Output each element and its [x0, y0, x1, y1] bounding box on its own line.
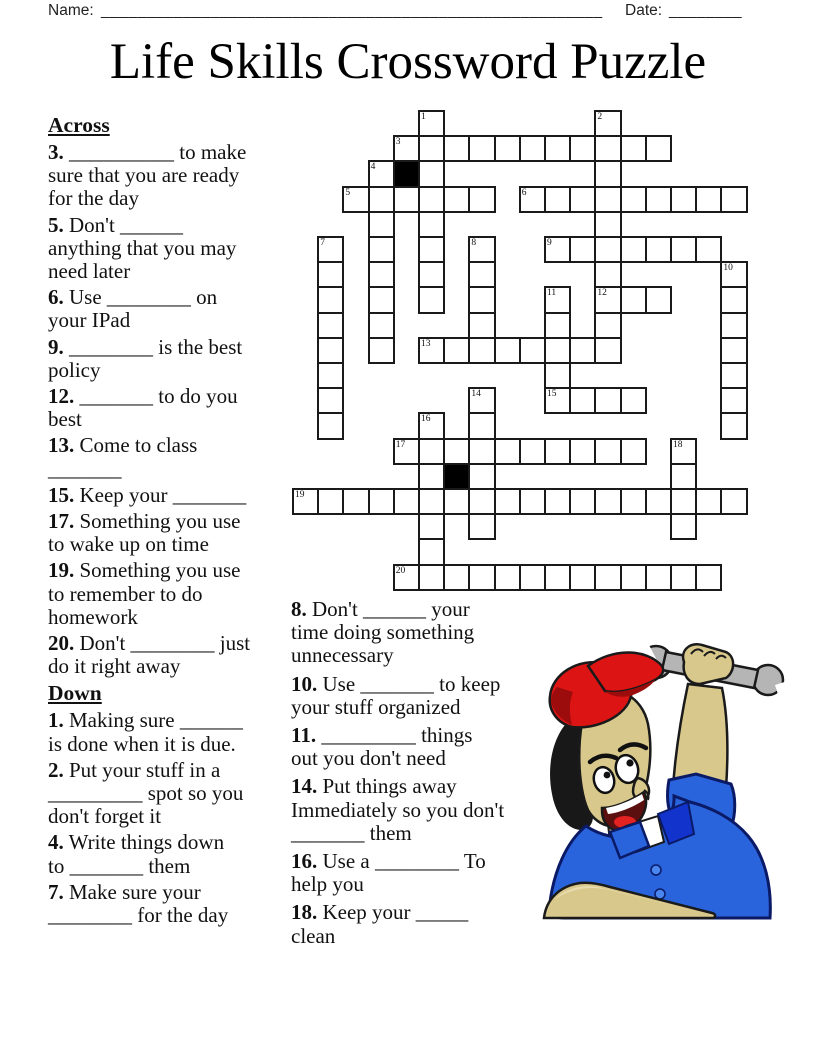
grid-cell[interactable]: [368, 286, 395, 313]
clue-number: 14.: [291, 774, 318, 799]
grid-cell[interactable]: [443, 337, 470, 364]
clue-6: 6. Use ________ on your IPad: [48, 285, 218, 333]
grid-cell[interactable]: [720, 337, 747, 364]
date-blank-line[interactable]: ________: [669, 2, 742, 19]
grid-cell[interactable]: [620, 387, 647, 414]
grid-cell[interactable]: [645, 488, 672, 515]
grid-cell-black: [393, 160, 420, 187]
clue-17: 17. Something you use to wake up on time: [48, 509, 241, 557]
clue-9: 9. ________ is the best policy: [48, 334, 243, 382]
clue-number: 10.: [291, 671, 318, 696]
grid-cell[interactable]: [418, 186, 445, 213]
clue-5: 5. Don't ______ anything that you may need later: [48, 212, 237, 284]
middle-clue-column: [291, 598, 531, 953]
grid-cell[interactable]: [468, 286, 495, 313]
grid-cell[interactable]: [368, 488, 395, 515]
grid-cell[interactable]: [494, 488, 521, 515]
clue-14: 14. Put things away Immediately so you don't _______ them: [291, 774, 505, 845]
clue-1: 1. Making sure ______ is done when it is due.: [48, 708, 243, 756]
grid-cell[interactable]: [418, 160, 445, 187]
clue-number: 7.: [48, 879, 64, 904]
clue-number: 2.: [48, 757, 64, 782]
grid-cell[interactable]: [544, 564, 571, 591]
grid-cell[interactable]: [569, 337, 596, 364]
grid-cell[interactable]: [418, 538, 445, 565]
grid-cell[interactable]: [569, 135, 596, 162]
grid-cell[interactable]: [569, 236, 596, 263]
grid-cell[interactable]: [418, 488, 445, 515]
grid-cell[interactable]: [368, 211, 395, 238]
grid-cell[interactable]: [519, 438, 546, 465]
grid-cell[interactable]: [443, 186, 470, 213]
grid-cell[interactable]: [468, 135, 495, 162]
grid-cell[interactable]: [670, 463, 697, 490]
clue-number: 20.: [48, 631, 75, 656]
grid-cell[interactable]: [468, 337, 495, 364]
grid-cell[interactable]: [569, 186, 596, 213]
grid-cell[interactable]: [418, 261, 445, 288]
grid-cell[interactable]: [594, 438, 621, 465]
grid-cell[interactable]: [594, 312, 621, 339]
grid-cell[interactable]: [519, 135, 546, 162]
grid-cell[interactable]: [544, 236, 571, 263]
grid-cell[interactable]: [720, 286, 747, 313]
grid-cell[interactable]: [468, 387, 495, 414]
grid-cell[interactable]: [670, 564, 697, 591]
down-heading: Down: [48, 681, 102, 706]
clue-number: 1.: [48, 708, 64, 733]
grid-cell[interactable]: [544, 362, 571, 389]
grid-cell[interactable]: [368, 312, 395, 339]
shirt-button: [655, 889, 665, 899]
grid-cell[interactable]: [443, 488, 470, 515]
grid-cell-number: 12: [597, 288, 607, 299]
grid-cell[interactable]: [317, 488, 344, 515]
crossword-grid: [292, 110, 748, 591]
grid-cell[interactable]: [670, 186, 697, 213]
grid-cell[interactable]: [620, 236, 647, 263]
clue-18: 18. Keep your _____ clean: [291, 900, 469, 948]
grid-cell[interactable]: [317, 412, 344, 439]
grid-cell[interactable]: [494, 564, 521, 591]
grid-cell[interactable]: [342, 488, 369, 515]
name-label: Name:: [48, 2, 94, 19]
grid-cell[interactable]: [594, 387, 621, 414]
grid-cell[interactable]: [620, 564, 647, 591]
grid-cell[interactable]: [468, 488, 495, 515]
grid-cell[interactable]: [695, 236, 722, 263]
name-blank-line[interactable]: _______________________________________________________: [101, 2, 603, 19]
clue-13: 13. Come to class _______: [48, 433, 198, 481]
clue-19: 19. Something you use to remember to do homework: [48, 558, 241, 629]
clue-20: 20. Don't ________ just do it right away: [48, 631, 251, 679]
grid-cell[interactable]: [418, 211, 445, 238]
grid-cell[interactable]: [418, 564, 445, 591]
grid-cell[interactable]: [670, 236, 697, 263]
grid-cell[interactable]: [645, 286, 672, 313]
grid-cell[interactable]: [695, 488, 722, 515]
grid-cell[interactable]: [544, 387, 571, 414]
page-title: Life Skills Crossword Puzzle: [109, 34, 707, 90]
grid-cell[interactable]: [317, 312, 344, 339]
grid-cell[interactable]: [393, 488, 420, 515]
clue-2: 2. Put your stuff in a _________ spot so you don't forget it: [48, 757, 244, 829]
grid-cell-number: 10: [723, 263, 733, 274]
grid-cell[interactable]: [569, 387, 596, 414]
clue-number: 4.: [48, 830, 64, 855]
grid-cell[interactable]: [720, 387, 747, 414]
grid-cell[interactable]: [393, 186, 420, 213]
grid-cell[interactable]: [544, 438, 571, 465]
grid-cell[interactable]: [720, 186, 747, 213]
grid-cell[interactable]: [645, 135, 672, 162]
grid-cell[interactable]: [544, 286, 571, 313]
grid-cell[interactable]: [418, 337, 445, 364]
grid-cell[interactable]: [468, 564, 495, 591]
grid-cell[interactable]: [317, 261, 344, 288]
across-heading: Across: [48, 113, 110, 137]
grid-cell[interactable]: [594, 160, 621, 187]
grid-cell[interactable]: [544, 312, 571, 339]
grid-cell[interactable]: [418, 513, 445, 540]
grid-cell[interactable]: [645, 186, 672, 213]
clue-number: 6.: [48, 285, 64, 310]
grid-cell[interactable]: [418, 438, 445, 465]
fist: [683, 644, 733, 684]
grid-cell[interactable]: [594, 186, 621, 213]
grid-cell-number: 16: [421, 414, 431, 425]
grid-cell[interactable]: [468, 412, 495, 439]
clue-11: 11. _________ things out you don't need: [291, 723, 473, 771]
grid-cell[interactable]: [443, 438, 470, 465]
grid-cell[interactable]: [468, 186, 495, 213]
grid-cell[interactable]: [519, 186, 546, 213]
grid-cell[interactable]: [468, 261, 495, 288]
grid-cell[interactable]: [620, 438, 647, 465]
grid-cell[interactable]: [443, 564, 470, 591]
grid-cell[interactable]: [418, 135, 445, 162]
grid-cell[interactable]: [720, 261, 747, 288]
grid-cell[interactable]: [494, 337, 521, 364]
clue-number: 17.: [48, 509, 75, 534]
grid-cell[interactable]: [494, 135, 521, 162]
clue-12: 12. _______ to do you best: [48, 384, 238, 432]
grid-cell[interactable]: [620, 186, 647, 213]
grid-cell-number: 5: [345, 187, 351, 198]
clue-8: 8. Don't ______ your time doing something unnecessary: [291, 597, 475, 668]
grid-cell[interactable]: [720, 312, 747, 339]
grid-cell[interactable]: [544, 337, 571, 364]
clue-3: 3. __________ to make sure that you are ready for the day: [48, 140, 247, 211]
grid-cell[interactable]: [695, 186, 722, 213]
grid-cell[interactable]: [418, 412, 445, 439]
grid-cell-number: 7: [320, 238, 325, 248]
grid-cell-number: 3: [395, 137, 401, 148]
grid-cell[interactable]: [368, 236, 395, 263]
grid-cell[interactable]: [594, 261, 621, 288]
date-label: Date:: [625, 2, 663, 19]
grid-cell[interactable]: [468, 438, 495, 465]
grid-cell[interactable]: [594, 488, 621, 515]
grid-cell[interactable]: [594, 135, 621, 162]
grid-cell[interactable]: [468, 513, 495, 540]
grid-cell[interactable]: [468, 236, 495, 263]
grid-cell[interactable]: [620, 488, 647, 515]
grid-cell[interactable]: [368, 261, 395, 288]
grid-cell-number: 18: [673, 439, 683, 450]
grid-cell[interactable]: [519, 337, 546, 364]
clue-4: 4. Write things down to _______ them: [48, 830, 225, 878]
clue-7: 7. Make sure your ________ for the day: [48, 879, 229, 928]
grid-cell[interactable]: [670, 438, 697, 465]
grid-cell[interactable]: [670, 513, 697, 540]
clue-number: 18.: [291, 900, 318, 925]
grid-cell-black: [443, 463, 470, 490]
clue-number: 12.: [48, 384, 75, 409]
clue-number: 13.: [48, 433, 75, 458]
grid-cell[interactable]: [393, 564, 420, 591]
mechanic-illustration: [528, 632, 804, 922]
grid-cell-number: 14: [471, 389, 481, 400]
clue-number: 11.: [291, 723, 317, 748]
grid-cell[interactable]: [468, 463, 495, 490]
grid-cell-number: 17: [395, 439, 406, 450]
grid-cell[interactable]: [620, 135, 647, 162]
grid-cell[interactable]: [342, 186, 369, 213]
grid-cell[interactable]: [368, 186, 395, 213]
grid-cell[interactable]: [494, 438, 521, 465]
grid-cell[interactable]: [393, 135, 420, 162]
grid-cell[interactable]: [594, 211, 621, 238]
grid-cell[interactable]: [317, 236, 344, 263]
grid-cell[interactable]: [292, 488, 319, 515]
clue-number: 16.: [291, 849, 318, 874]
grid-cell[interactable]: [418, 110, 445, 137]
grid-cell[interactable]: [418, 236, 445, 263]
grid-cell-number: 8: [471, 238, 477, 248]
grid-cell[interactable]: [418, 286, 445, 313]
grid-cell-number: 6: [521, 187, 527, 198]
clue-number: 19.: [48, 558, 75, 583]
clue-number: 9.: [48, 334, 64, 359]
grid-cell[interactable]: [594, 110, 621, 137]
grid-cell[interactable]: [670, 488, 697, 515]
grid-cell[interactable]: [645, 564, 672, 591]
grid-cell[interactable]: [645, 236, 672, 263]
grid-cell[interactable]: [544, 488, 571, 515]
grid-cell[interactable]: [468, 312, 495, 339]
grid-cell[interactable]: [317, 286, 344, 313]
grid-cell[interactable]: [317, 337, 344, 364]
clue-number: 15.: [48, 482, 75, 507]
grid-cell[interactable]: [418, 463, 445, 490]
grid-cell-number: 15: [547, 389, 557, 400]
clue-10: 10. Use _______ to keep your stuff organized: [291, 671, 501, 719]
grid-cell[interactable]: [519, 564, 546, 591]
clue-16: 16. Use a ________ To help you: [291, 849, 486, 897]
grid-cell[interactable]: [720, 488, 747, 515]
grid-cell[interactable]: [519, 488, 546, 515]
grid-cell-number: 20: [395, 565, 406, 576]
grid-cell[interactable]: [594, 564, 621, 591]
clue-15: 15. Keep your _______: [48, 482, 247, 507]
grid-cell-number: 11: [547, 288, 557, 299]
grid-cell[interactable]: [317, 387, 344, 414]
grid-cell[interactable]: [569, 488, 596, 515]
grid-cell[interactable]: [317, 362, 344, 389]
grid-cell-number: 13: [421, 338, 431, 349]
shirt-button: [651, 865, 661, 875]
grid-cell[interactable]: [569, 564, 596, 591]
grid-cell[interactable]: [594, 286, 621, 313]
grid-cell-number: 1: [421, 112, 426, 122]
grid-cell[interactable]: [720, 412, 747, 439]
grid-cell[interactable]: [620, 286, 647, 313]
clue-number: 5.: [48, 212, 64, 237]
grid-cell[interactable]: [569, 438, 596, 465]
clue-number: 8.: [291, 597, 307, 621]
grid-cell-number: 19: [295, 490, 305, 500]
grid-cell[interactable]: [368, 160, 395, 187]
grid-cell-number: 2: [597, 112, 603, 122]
grid-cell[interactable]: [393, 438, 420, 465]
grid-cell[interactable]: [720, 362, 747, 389]
grid-cell-number: 4: [370, 162, 376, 173]
grid-cell-number: 9: [547, 238, 552, 248]
grid-cell[interactable]: [594, 236, 621, 263]
grid-cell[interactable]: [544, 135, 571, 162]
grid-cell[interactable]: [443, 135, 470, 162]
grid-cell[interactable]: [368, 337, 395, 364]
clue-number: 3.: [48, 140, 64, 164]
left-clue-column: [48, 113, 288, 930]
grid-cell[interactable]: [544, 186, 571, 213]
grid-cell[interactable]: [594, 337, 621, 364]
grid-cell[interactable]: [695, 564, 722, 591]
